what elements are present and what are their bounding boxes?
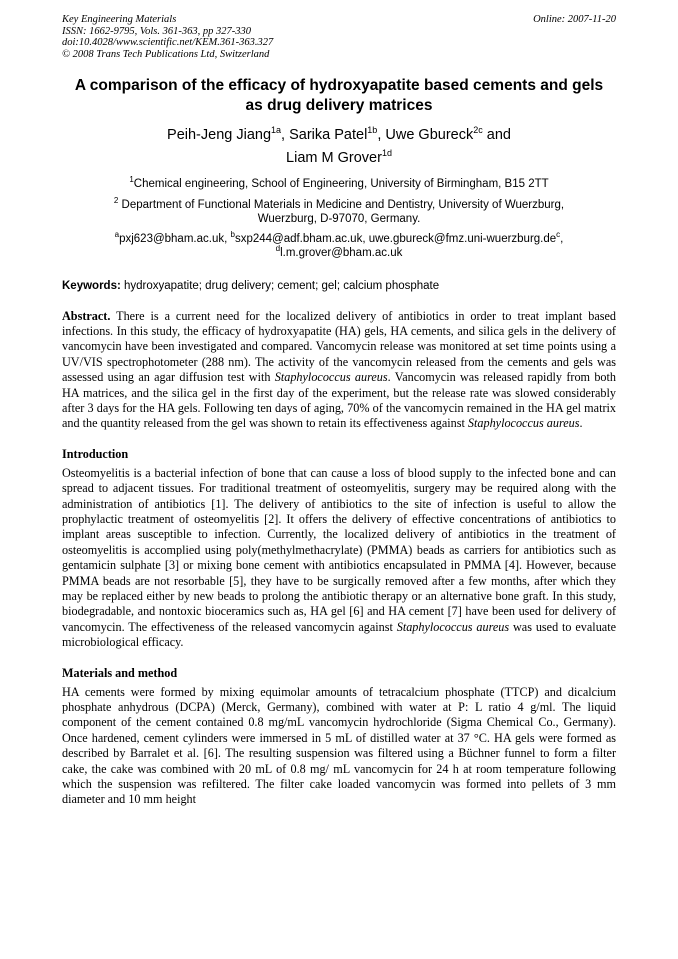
author-list <box>62 124 616 170</box>
introduction-heading: Introduction <box>62 446 129 461</box>
journal-copyright: © 2008 Trans Tech Publications Ltd, Switzerland <box>62 48 270 60</box>
affiliation-text: Chemical engineering, School of Engineering, University of Birmingham, B15 2TT <box>133 178 549 190</box>
title-line-2: as drug delivery matrices <box>245 97 433 114</box>
abstract-label: Abstract. <box>62 308 111 323</box>
email-text: l.m.grover@bham.ac.uk <box>280 247 403 259</box>
email-text: , <box>560 232 564 245</box>
author-separator: , <box>281 127 290 143</box>
affiliation-2-line-2: Wuerzburg, D-97070, Germany. <box>257 213 421 225</box>
authors-line-1 <box>62 124 616 147</box>
species-name: Staphylococcus aureus <box>467 416 580 431</box>
author-name: Liam M Grover <box>286 150 382 166</box>
species-name: Staphylococcus aureus <box>396 619 510 634</box>
species-name: Staphylococcus aureus <box>274 370 388 385</box>
keywords <box>62 279 616 293</box>
keywords-label: Keywords: <box>62 279 121 292</box>
affiliation-text: Department of Functional Materials in Medicine and Dentistry, University of Wuerzburg, <box>118 198 565 211</box>
journal-issn: ISSN: 1662-9795, Vols. 361-363, pp 327-330 <box>62 25 251 37</box>
online-date: Online: 2007-11-20 <box>533 14 616 25</box>
author-and: and <box>482 127 511 143</box>
paper-page <box>62 14 616 808</box>
affiliation-2 <box>62 195 616 227</box>
author-sup: 1d <box>381 148 392 159</box>
emails-line-2 <box>62 246 616 261</box>
authors-line-2 <box>62 147 616 170</box>
paper-title <box>62 76 616 116</box>
author-name: Sarika Patel <box>289 127 368 143</box>
introduction-paragraph <box>62 466 616 651</box>
email-sup: b <box>230 229 235 239</box>
author-sup: 2c <box>473 125 483 136</box>
email-sup: c <box>556 229 561 239</box>
author-name: Uwe Gbureck <box>385 127 474 143</box>
intro-text: Osteomyelitis is a bacterial infection of bone that can cause a loss of blood supply to the infected bone and can spread to adjacent tissues. For traditional treatment of osteomyelitis, surgery may be required along with the administration of antibiotics [1]. The delivery of antibiotics to the site of infection is useful to allow the prophylactic treatment of osteomyelitis [2]. It offers the delivery of effective concentrations of antibiotics to implant areas susceptible to infection. Currently, the localized delivery of antibiotics in the treatment of osteomyelitis is accomplied using poly(methylmethacrylate) (PMMA) beads as carriers for antibiotics such as gentamicin sulphate [3] or mixing bone cement with antibiotics encapsulated in PMMA [4]. However, because PMMA beads are not resorbable [5], they have to be surgically removed after a few months, after which they may be replaced either by new beads to prolong the antibiotic therapy or an alternative bone graft. In this study, biodegradable, and nontoxic bioceramics such as, HA gel [6] and HA cement [7] have been used for delivery of vancomycin. The effectiveness of the released vancomycin against <box>62 465 616 634</box>
intro-text: was used to evaluate microbiological efficacy. <box>62 619 616 650</box>
journal-name: Key Engineering Materials <box>62 14 177 25</box>
methods-heading: Materials and method <box>62 665 178 680</box>
abstract-text: There is a current need for the localized delivery of antibiotics in order to treat implant based infections. In this study, the efficacy of hydroxyapatite (HA) gels, HA cements, and silica gels in the delivery of vancomycin have been investigated and compared. Vancomycin release was monitored at set time points using a UV/VIS spectrophotometer (288 nm). The activity of the vancomycin released from the cements and gels was assessed using an agar diffusion test with <box>62 308 616 385</box>
affiliation-2-line-1 <box>62 195 616 213</box>
affiliation-sup: 1 <box>129 175 134 185</box>
journal-doi: doi:10.4028/www.scientific.net/KEM.361-363.327 <box>62 37 274 48</box>
email-text: pxj623@bham.ac.uk, <box>119 232 231 245</box>
author-emails <box>62 229 616 261</box>
title-line-1: A comparison of the efficacy of hydroxyapatite based cements and gels <box>74 77 604 94</box>
abstract-text: . <box>579 416 583 431</box>
methods-paragraph: HA cements were formed by mixing equimolar amounts of tetracalcium phosphate (TTCP) and dicalcium phosphate anhydrous (DCPA) (Merck, Germany), combined with water at P: L ratio 4 g/ml. The liquid component of the cement contained 0.8 mg/mL vancomycin hydrochloride (Sigma Chemical Co., Germany). Once hardened, cement cylinders were immersed in 5 mL of distilled water at 37 °C. HA gels were formed as described by Barralet et al. [6]. The resulting suspension was filtered using a Büchner funnel to form a filter cake, the cake was combined with 20 mL of 0.8 mg/ mL vancomycin for 24 h at room temperature following which the suspension was refiltered. The filter cake loaded vancomycin was formed into pellets of 3 mm diameter and 10 mm height <box>62 684 616 807</box>
abstract <box>62 309 616 432</box>
email-sup: a <box>114 229 120 239</box>
email-text: sxp244@adf.bham.ac.uk, uwe.gbureck@fmz.uni-wuerzburg.de <box>234 232 557 245</box>
abstract-text: . Vancomycin was released rapidly from both HA matrices, and the silica gel in the first day of the experiment, but the release rate was slowed considerably after 3 days for the HA gels. Following ten days of aging, 70% of the vancomycin remained in the HA gel matrix and the quantity released from the gel was shown to retain its effectiveness against <box>62 370 617 431</box>
author-sup: 1b <box>367 125 378 136</box>
author-name: Peih-Jeng Jiang <box>167 127 272 143</box>
email-sup: d <box>275 244 281 254</box>
journal-header <box>62 14 616 60</box>
keywords-text: hydroxyapatite; drug delivery; cement; gel; calcium phosphate <box>120 279 440 292</box>
author-separator: , <box>377 127 386 143</box>
emails-line-1 <box>62 229 616 247</box>
affiliation-sup: 2 <box>113 195 119 205</box>
author-sup: 1a <box>271 125 282 136</box>
affiliation-1 <box>62 177 616 192</box>
